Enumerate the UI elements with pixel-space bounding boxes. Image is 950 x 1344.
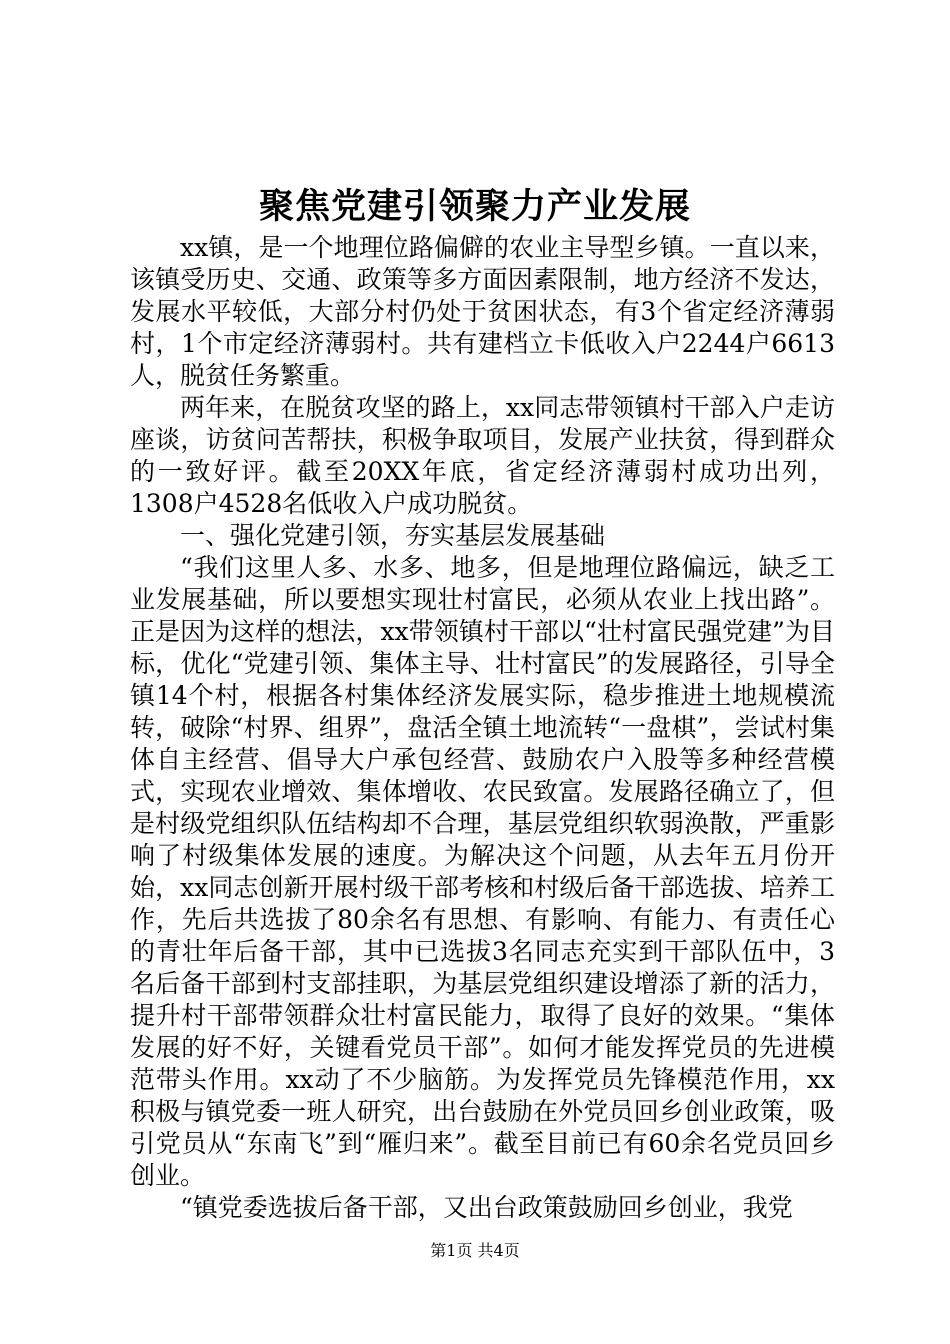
paragraph-continued: “镇党委选拔后备干部，又出台政策鼓励回乡创业，我党 xyxy=(180,1193,793,1222)
document-body xyxy=(130,232,835,1224)
section-heading: 一、强化党建引领，夯实基层发展基础 xyxy=(180,521,606,550)
paragraph-intro: xx镇，是一个地理位路偏僻的农业主导型乡镇。一直以来，该镇受历史、交通、政策等多方面因素限制，地方经济不发达，发展水平较低，大部分村仍处于贫困状态，有3个省定经济薄弱村，1个市定经济薄弱村。共有建档立卡低收入户2244户6613人，脱贫任务繁重。 xyxy=(130,233,835,390)
page-number: 第1页 共4页 xyxy=(430,1241,520,1260)
document-title: 聚焦党建引领聚力产业发展 xyxy=(258,186,691,227)
paragraph-progress: 两年来，在脱贫攻坚的路上，xx同志带领镇村干部入户走访座谈，访贫问苦帮扶，积极争取项目，发展产业扶贫，得到群众的一致好评。截至20XX年底，省定经济薄弱村成功出列，1308户4528名低收入户成功脱贫。 xyxy=(130,393,835,518)
paragraph-party-building: “我们这里人多、水多、地多，但是地理位路偏远，缺乏工业发展基础，所以要想实现壮村富民，必须从农业上找出路”。正是因为这样的想法，xx带领镇村干部以“壮村富民强党建”为目标，优化“党建引领、集体主导、壮村富民”的发展路径，引导全镇14个村，根据各村集体经济发展实际，稳步推进土地规模流转，破除“村界、组界”，盘活全镇土地流转“一盘棋”，尝试村集体自主经营、倡导大户承包经营、鼓励农户入股等多种经营模式，实现农业增效、集体增收、农民致富。发展路径确立了，但是村级党组织队伍结构却不合理，基层党组织软弱涣散，严重影响了村级集体发展的速度。为解决这个问题，从去年五月份开始，xx同志创新开展村级干部考核和村级后备干部选拔、培养工作，先后共选拔了80余名有思想、有影响、有能力、有责任心的青壮年后备干部，其中已选拔3名同志充实到干部队伍中，3名后备干部到村支部挂职，为基层党组织建设增添了新的活力，提升村干部带领群众壮村富民能力，取得了良好的效果。“集体发展的好不好，关键看党员干部”。如何才能发挥党员的先进模范带头作用。xx动了不少脑筋。为发挥党员先锋模范作用，xx积极与镇党委一班人研究，出台鼓励在外党员回乡创业政策，吸引党员从“东南飞”到“雁归来”。截至目前已有60余名党员回乡创业。 xyxy=(130,553,835,1190)
